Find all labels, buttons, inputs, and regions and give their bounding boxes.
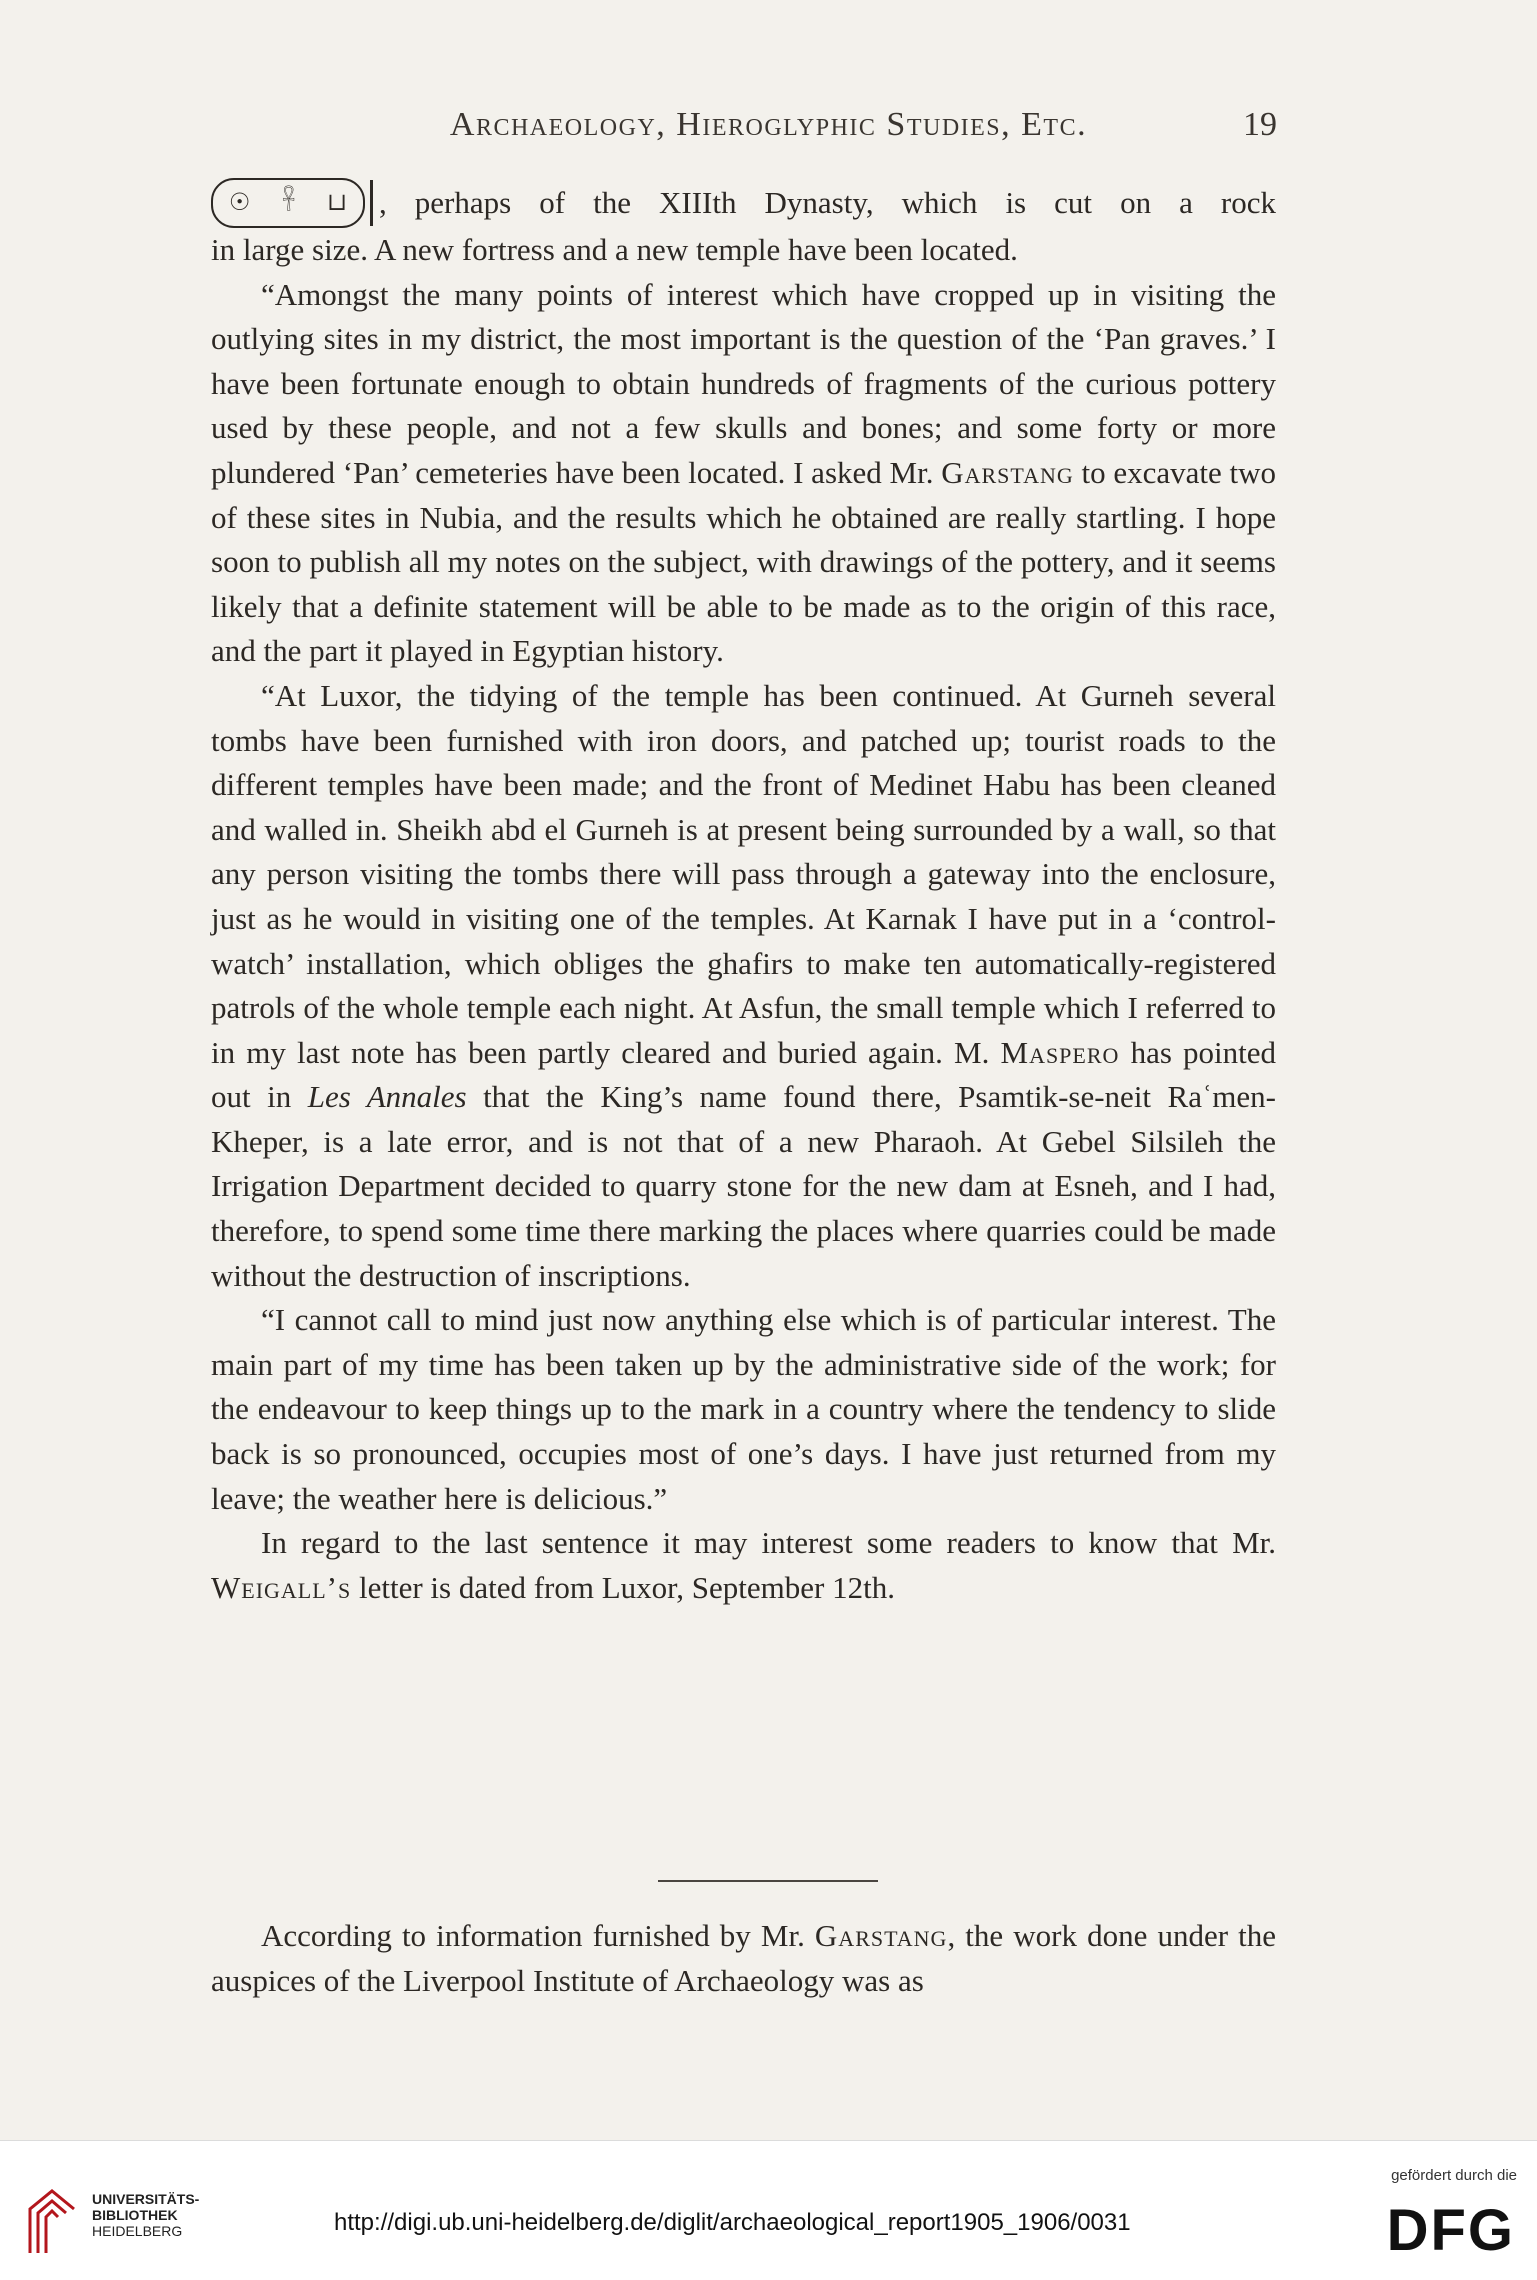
name-garstang-2: Garstang (814, 1918, 948, 1953)
name-garstang: Garstang (941, 454, 1074, 490)
paragraph-3-text-a: “At Luxor, the tidying of the temple has been continued. At Gurneh several tombs have been furnished with iron doors, and patched up; tourist roads to the different temples have been made; and the front of Medinet Habu has been cleaned and walled in. Sheikh abd el Gurneh is at present being surrounded by a wall, so that any person visiting the tombs there will pass through a gateway into the enclosure, just as he would in visiting one of the temples. At Karnak I have put in a ‘control-watch’ installation, which obliges the ghafirs to make ten automatically-registered patrols of the whole temple each night. At Asfun, the small temple which I referred to in my last note has been partly cleared and buried again. M. (211, 677, 1276, 1070)
body-text (211, 178, 1276, 1610)
title-les-annales: Les Annales (307, 1079, 467, 1115)
paragraph-5-text-a: In regard to the last sentence it may interest some readers to know that Mr. (261, 1525, 1276, 1561)
funded-by-label: gefördert durch die (1391, 2167, 1517, 2184)
library-name-line-1: UNIVERSITÄTS- (92, 2191, 200, 2207)
paragraph-6-text-a: According to information furnished by Mr. (261, 1918, 815, 1953)
paragraph-4: “I cannot call to mind just now anything else which is of particular interest. The main part of my time has been taken up by the administrative side of the work; for the endeavour to keep things up to the mark in a country where the tendency to slide back is so pronounced, occupies most of one’s days. I have just returned from my leave; the weather here is delicious.” (211, 1302, 1276, 1516)
sun-disc-glyph: ☉ (228, 190, 251, 216)
digitization-footer (0, 2140, 1537, 2280)
paragraph-3 (211, 674, 1276, 1298)
dfg-logo: DFG (1386, 2198, 1515, 2263)
paragraph-2 (211, 273, 1276, 674)
paragraph-2-text-b: to excavate two of these sites in Nubia, and the results which he obtained are really startling. I hope soon to publish all my notes on the subject, with drawings of the pottery, and it seems likely that a definite statement will be able to be made as to the origin of this race, and the part it played in Egyptian history. (211, 454, 1277, 669)
first-line (211, 178, 1276, 228)
name-weigall: Weigall’s (211, 1569, 352, 1605)
library-name-line-3: HEIDELBERG (92, 2223, 183, 2239)
paragraph-3-text-b: has pointed out in (211, 1034, 1277, 1115)
running-title: Archaeology, Hieroglyphic Studies, Etc. (449, 106, 1088, 143)
paragraph-2-text-a: “Amongst the many points of interest which have cropped up in visiting the outlying sites in my district, the most important is the question of the ‘Pan graves.’ I have been fortunate enough to obtain hundreds of fragments of the curious pottery used by these people, and not a few skulls and bones; and some forty or more plundered ‘Pan’ cemeteries have been located. I asked Mr. (211, 276, 1276, 490)
library-name (92, 2191, 199, 2239)
ankh-glyph: 𓋹 (282, 190, 296, 216)
after-divider-text (211, 1914, 1276, 2003)
paragraph-3-text-c: that the King’s name found there, Psamtik-se-neit Raʿmen-Kheper, is a late error, and is not that of a new Pharaoh. At Gebel Silsileh the Irrigation Department decided to quarry stone for the new dam at Esneh, and I had, therefore, to spend some time there marking the places where quarries could be made without the destruction of inscriptions. (211, 1079, 1276, 1293)
paragraph-5-text-b: letter is dated from Luxor, September 12th. (351, 1569, 895, 1605)
paragraph-1-first-line: , perhaps of the XIIIth Dynasty, which is cut on a rock (379, 184, 1276, 220)
paragraph-6-text-b: , the work done under the auspices of the Liverpool Institute of Archaeology was as (211, 1918, 1276, 1998)
paragraph-5 (211, 1521, 1276, 1610)
paragraph-1-rest: in large size. A new fortress and a new temple have been located. (211, 232, 1018, 267)
library-name-line-2: BIBLIOTHEK (92, 2207, 178, 2223)
running-head (0, 106, 1537, 156)
ka-arms-glyph: ⊔ (327, 190, 348, 216)
section-divider (658, 1880, 878, 1882)
library-logo-icon (22, 2187, 82, 2257)
cartouche-hieroglyph (211, 178, 365, 228)
source-url-link[interactable]: http://digi.ub.uni-heidelberg.de/diglit/archaeological_report1905_1906/0031 (334, 2209, 1131, 2236)
paragraph-6 (211, 1914, 1276, 2003)
page-number: 19 (1243, 106, 1277, 143)
name-maspero: Maspero (1000, 1034, 1120, 1070)
